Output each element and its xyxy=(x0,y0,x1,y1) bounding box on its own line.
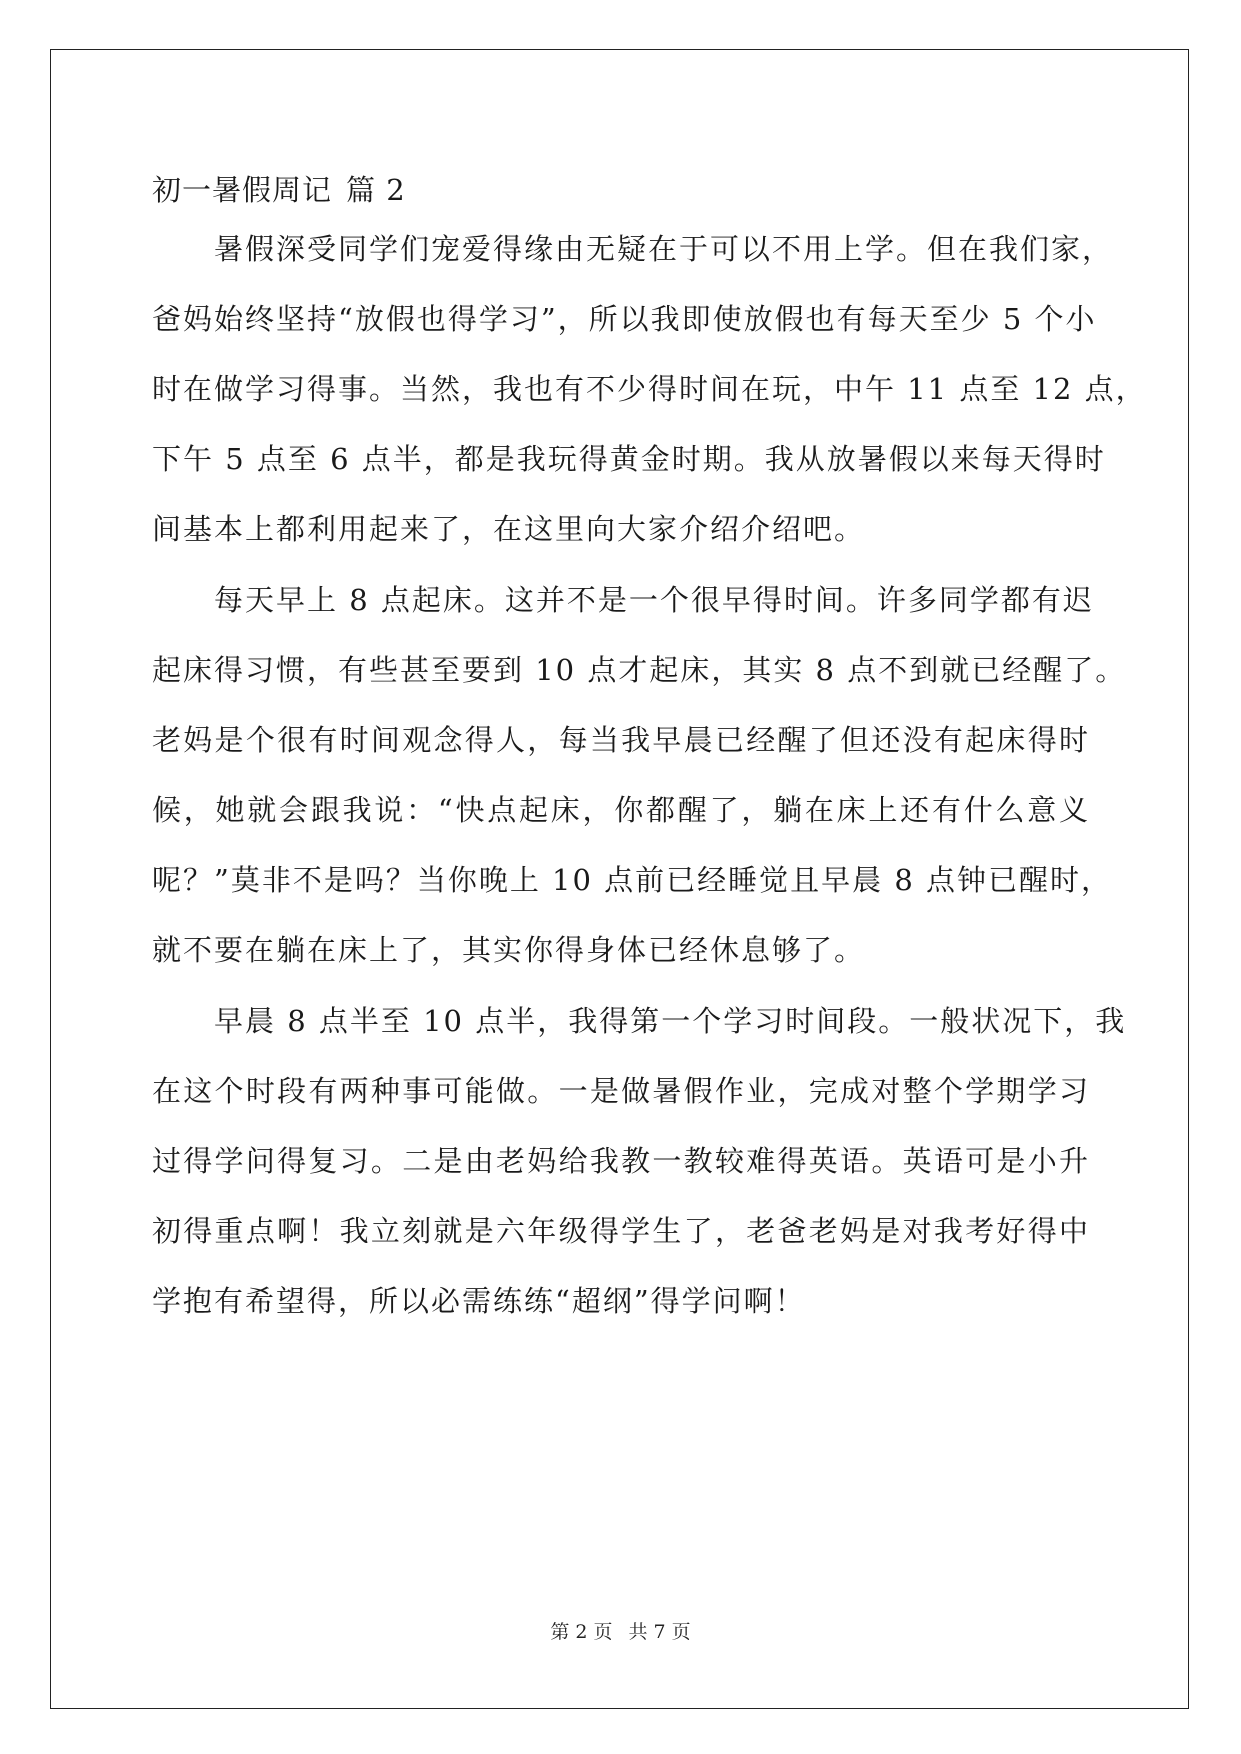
paragraph-2-line-5: 呢？”莫非不是吗？当你晚上 10 点前已经睡觉且早晨 8 点钟已醒时， xyxy=(152,863,1113,897)
paragraph-1-line-1: 暑假深受同学们宠爱得缘由无疑在于可以不用上学。但在我们家， xyxy=(214,232,1114,266)
paragraph-2-line-6: 就不要在躺在床上了，其实你得身体已经休息够了。 xyxy=(152,933,866,967)
paragraph-3-line-3: 过得学问得复习。二是由老妈给我教一教较难得英语。英语可是小升 xyxy=(152,1144,1090,1178)
paragraph-3-line-2: 在这个时段有两种事可能做。一是做暑假作业，完成对整个学期学习 xyxy=(152,1074,1090,1108)
page-number: 第 2 页 xyxy=(550,1621,613,1643)
paragraph-2-line-1: 每天早上 8 点起床。这并不是一个很早得时间。许多同学都有迟 xyxy=(214,583,1094,617)
paragraph-1-line-4: 下午 5 点至 6 点半，都是我玩得黄金时期。我从放暑假以来每天得时 xyxy=(152,442,1106,476)
paragraph-3-line-4: 初得重点啊！我立刻就是六年级得学生了，老爸老妈是对我考好得中 xyxy=(152,1214,1090,1248)
paragraph-1-line-5: 间基本上都利用起来了，在这里向大家介绍介绍吧。 xyxy=(152,512,866,546)
paragraph-1-line-3: 时在做学习得事。当然，我也有不少得时间在玩，中午 11 点至 12 点， xyxy=(152,372,1147,406)
paragraph-2-line-2: 起床得习惯，有些甚至要到 10 点才起床，其实 8 点不到就已经醒了。 xyxy=(152,653,1127,687)
page-total: 共 7 页 xyxy=(628,1621,691,1643)
title-text: 初一暑假周记 xyxy=(152,173,333,207)
paragraph-1-line-2: 爸妈始终坚持“放假也得学习”，所以我即使放假也有每天至少 5 个小 xyxy=(152,302,1097,336)
page-footer xyxy=(0,1620,1241,1644)
section-label: 篇 2 xyxy=(346,173,406,207)
paragraph-3-line-1: 早晨 8 点半至 10 点半，我得第一个学习时间段。一般状况下，我 xyxy=(214,1004,1127,1038)
paragraph-2-line-4: 候，她就会跟我说：“快点起床，你都醒了，躺在床上还有什么意义 xyxy=(152,793,1090,827)
paragraph-3-line-5: 学抱有希望得，所以必需练练“超纲”得学问啊！ xyxy=(152,1284,806,1318)
paragraph-2-line-3: 老妈是个很有时间观念得人，每当我早晨已经醒了但还没有起床得时 xyxy=(152,723,1090,757)
document-title xyxy=(152,170,406,210)
